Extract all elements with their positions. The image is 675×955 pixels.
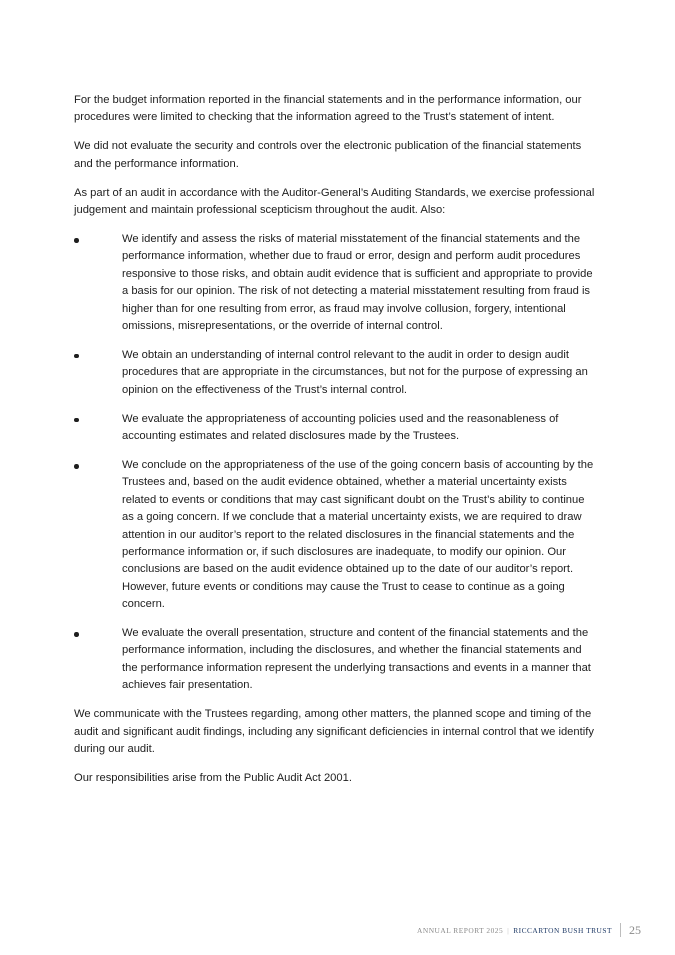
page-footer	[417, 922, 641, 938]
page-number: 25	[629, 922, 641, 937]
list-item	[74, 625, 596, 695]
bullet-icon	[74, 632, 79, 637]
paragraph-audit-standards: As part of an audit in accordance with the Auditor-General’s Auditing Standards, we exercise professional judgement and maintain professional scepticism throughout the audit. Also:	[74, 186, 595, 217]
footer-divider	[620, 923, 621, 937]
list-item-text: We evaluate the overall presentation, structure and content of the financial statements and the performance information, including the disclosures, and whether the financial statements and the performance information represent the underlying transactions and events in a manner that achieves fair presentation.	[122, 627, 591, 692]
paragraph-responsibilities: Our responsibilities arise from the Public Audit Act 2001.	[74, 771, 352, 784]
list-item-text: We obtain an understanding of internal control relevant to the audit in order to design audit procedures that are appropriate in the circumstances, but not for the purpose of expressing an opinion on the effectiveness of the Trust’s internal control.	[122, 348, 588, 396]
footer-report-title: ANNUAL REPORT 2025	[417, 925, 504, 935]
paragraph-communication: We communicate with the Trustees regarding, among other matters, the planned scope and timing of the audit and significant audit findings, including any significant deficiencies in internal control that we identify during our audit.	[74, 708, 594, 755]
bullet-icon	[74, 464, 79, 469]
list-item	[74, 231, 596, 335]
bullet-icon	[74, 354, 79, 359]
paragraph-budget-information: For the budget information reported in the financial statements and in the performance information, our procedures were limited to checking that the information agreed to the Trust’s statement of intent.	[74, 94, 582, 124]
footer-trust-name: RICCARTON BUSH TRUST	[513, 925, 612, 935]
list-item-text: We identify and assess the risks of material misstatement of the financial statements and the performance information, whether due to fraud or error, design and perform audit procedures responsive to those risks, and obtain audit evidence that is sufficient and appropriate to provide a basis for our opinion. The risk of not detecting a material misstatement resulting from fraud is higher than for one resulting from error, as fraud may involve collusion, forgery, intentional omissions, misrepresentations, or the override of internal control.	[122, 232, 593, 332]
list-item	[74, 347, 596, 399]
paragraph-electronic-publication: We did not evaluate the security and controls over the electronic publication of the financial statements and the performance information.	[74, 140, 582, 170]
list-item-text: We conclude on the appropriateness of the use of the going concern basis of accounting by the Trustees and, based on the audit evidence obtained, whether a material uncertainty exists related to events or conditions that may cast significant doubt on the Trust’s ability to continue as a going concern. If we conclude that a material uncertainty exists, we are required to draw attention in our auditor’s report to the related disclosures in the financial statements and the performance information or, if such disclosures are inadequate, to modify our opinion. Our conclusions are based on the audit evidence obtained up to the date of our auditor’s report. However, future events or conditions may cause the Trust to cease to continue as a going concern.	[122, 458, 594, 611]
list-item	[74, 411, 596, 446]
bullet-icon	[74, 418, 79, 423]
footer-separator: |	[507, 925, 510, 935]
page-body	[74, 92, 596, 799]
bullet-icon	[74, 238, 79, 243]
audit-procedures-list	[74, 231, 596, 695]
list-item	[74, 457, 596, 614]
list-item-text: We evaluate the appropriateness of accounting policies used and the reasonableness of accounting estimates and related disclosures made by the Trustees.	[122, 412, 559, 442]
